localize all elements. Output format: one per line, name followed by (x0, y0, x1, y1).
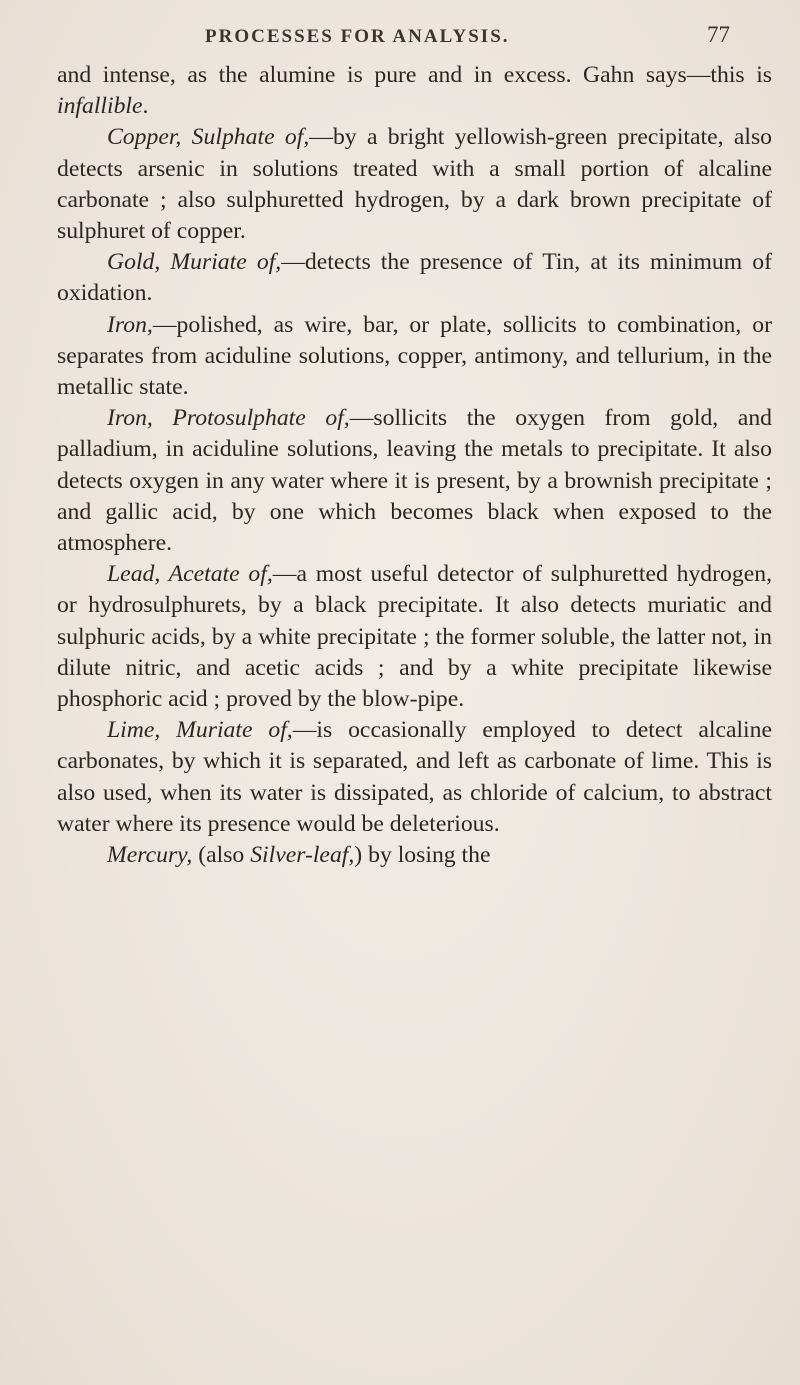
entry-title: Lead, Acetate of, (107, 561, 273, 588)
entry-tail: ) by losing the (354, 842, 491, 869)
entry-title: Mercury, (107, 842, 193, 869)
entry-body: —detects the presence of Tin, at its minimum of oxidation. (57, 249, 772, 307)
entry-title: Iron, (107, 311, 153, 338)
entry-title: Gold, Muriate of, (107, 249, 282, 276)
paragraph-body: and intense, as the alumine is pure and in excess. Gahn says—this is (57, 62, 772, 88)
entry-title: Copper, Sulphate of, (107, 124, 310, 151)
paragraph-mercury (57, 840, 772, 871)
entry-body: —sollicits the oxygen from gold, and palladium, in aciduline solutions, leaving the metals to precipitate. It also detects oxygen in any water where it is present, by a brownish precipitate ; and gallic acid, by one which becomes black when exposed to the atmosphere. (57, 405, 773, 557)
paragraph-iron-protosulphate (57, 403, 772, 559)
paragraph-lead (57, 559, 772, 715)
entry-body: —a most useful detector of sulphuretted hydrogen, or hydrosulphurets, by a black precipitate. It also detects muriatic and sulphuric acids, by a white precipitate ; the former soluble, the latter not, in dilute nitric, and acetic acids ; and by a white precipitate likewise phosphoric acid ; proved by the blow-pipe. (57, 561, 772, 713)
entry-title: Lime, Muriate of, (107, 717, 293, 744)
paragraph-gold (57, 247, 772, 309)
paragraph-lime (57, 715, 772, 840)
entry-body: —is occasionally employed to detect alcaline carbonates, by which it is separated, and left as carbonate of lime. This is also used, when its water is dissipated, as chloride of calcium, to abstract water where its presence would be deleterious. (57, 717, 772, 837)
paragraph-alumine-end (57, 60, 772, 122)
page-header (55, 20, 770, 50)
paragraph-emphasis: infallible (57, 93, 143, 120)
body-text (57, 60, 772, 871)
page-number: 77 (707, 22, 730, 47)
entry-emphasis: Silver-leaf, (250, 842, 355, 869)
paragraph-iron (57, 310, 772, 404)
entry-title: Iron, Protosulphate of, (107, 405, 350, 432)
entry-body: (also (192, 842, 251, 869)
paragraph-copper (57, 122, 772, 247)
running-head: PROCESSES FOR ANALYSIS. (205, 26, 510, 47)
entry-body: —polished, as wire, bar, or plate, sollicits to combination, or separates from aciduline solutions, copper, antimony, and tellurium, in the metallic state. (57, 311, 772, 401)
paragraph-tail: . (142, 93, 149, 120)
entry-body: —by a bright yellowish-green precipitate, also detects arsenic in solutions treated with a small portion of alcaline carbonate ; also sulphuretted hydrogen, by a dark brown precipitate of sulphuret of copper. (57, 124, 773, 245)
